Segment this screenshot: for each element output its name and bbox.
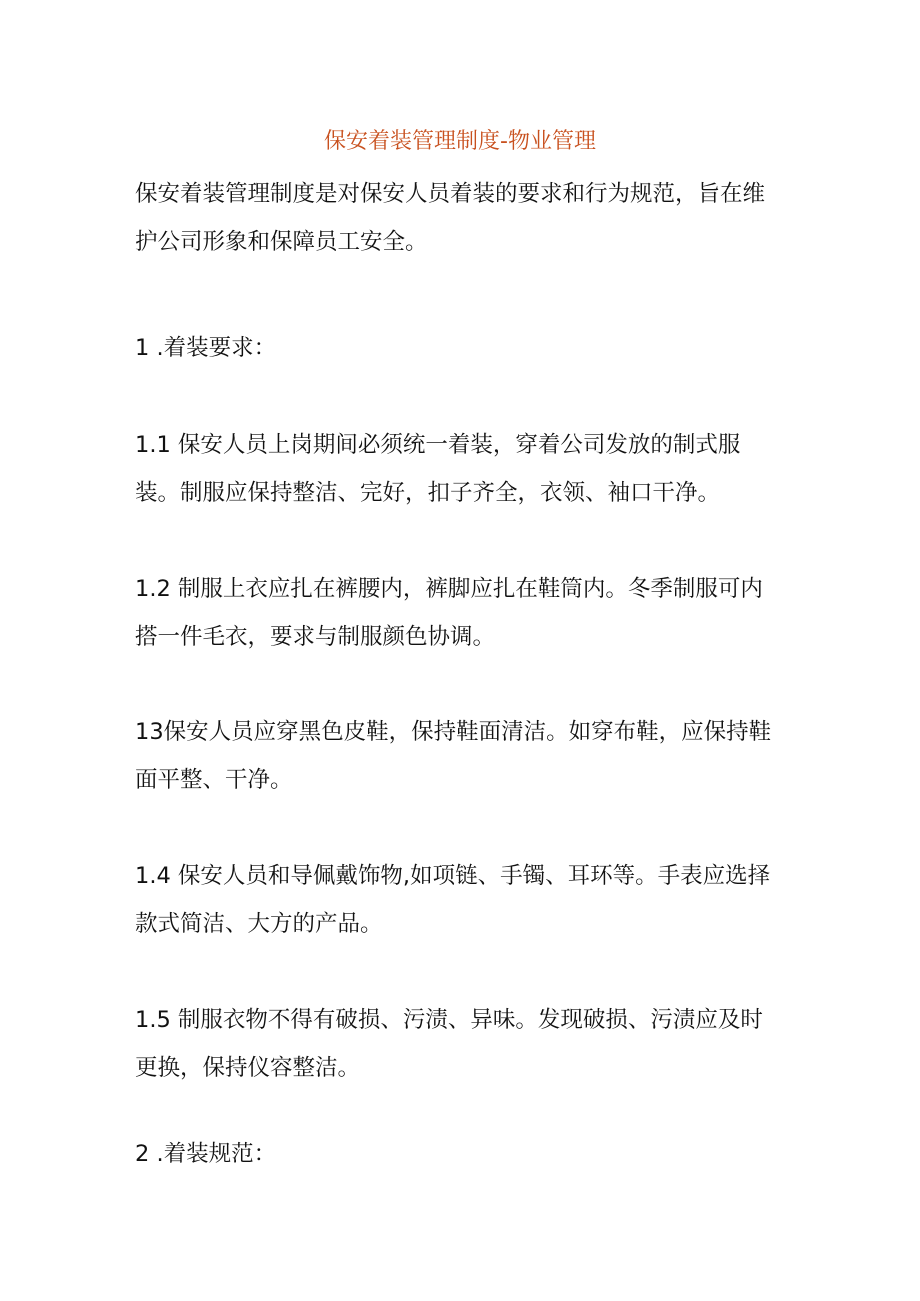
section-heading-2: 2 .着装规范： [135, 1141, 277, 1167]
clause-1-3: 13保安人员应穿黑色皮鞋，保持鞋面清洁。如穿布鞋，应保持鞋面平整、干净。 [135, 719, 772, 793]
clause-1-2: 1.2 制服上衣应扎在裤腰内，裤脚应扎在鞋筒内。冬季制服可内搭一件毛衣，要求与制服颜色协调。 [135, 576, 763, 650]
intro-paragraph: 保安着装管理制度是对保安人员着装的要求和行为规范，旨在维护公司形象和保障员工安全。 [135, 181, 766, 255]
section-heading-1: 1 .着装要求： [135, 335, 277, 361]
clause-1-1: 1.1 保安人员上岗期间必须统一着装，穿着公司发放的制式服装。制服应保持整洁、完好，扣子齐全，衣领、袖口干净。 [135, 432, 741, 506]
clause-1-5: 1.5 制服衣物不得有破损、污渍、异味。发现破损、污渍应及时更换，保持仪容整洁。 [135, 1007, 763, 1081]
document-title: 保安着装管理制度-物业管理 [324, 129, 596, 154]
clause-1-4: 1.4 保安人员和导佩戴饰物,如项链、手镯、耳环等。手表应选择款式简洁、大方的产品。 [135, 863, 771, 937]
